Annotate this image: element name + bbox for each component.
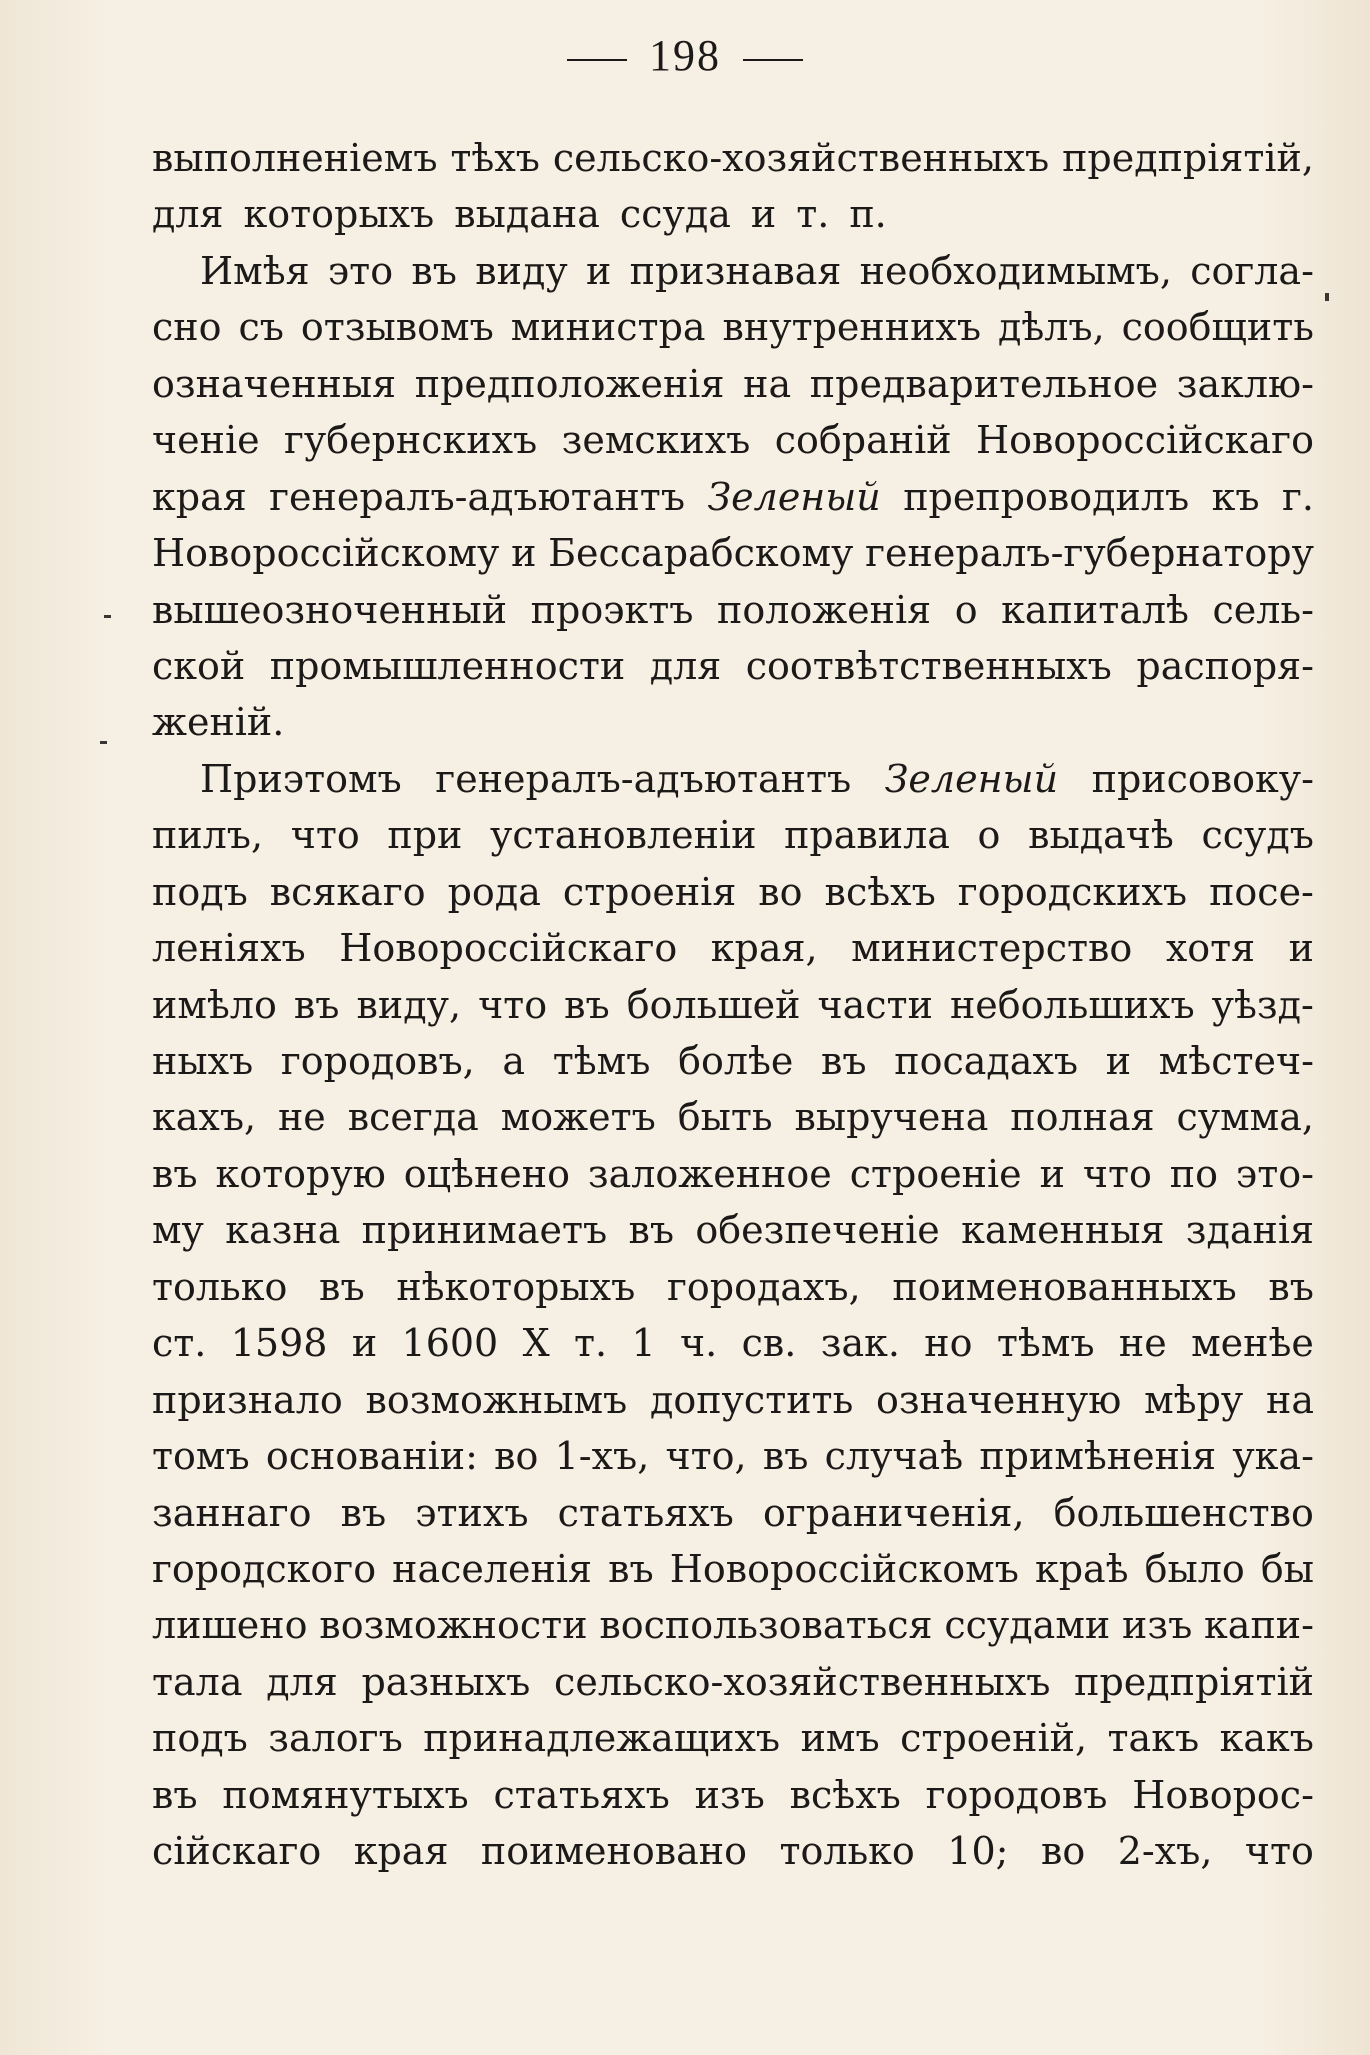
word: и <box>511 531 537 576</box>
word: губернскихъ <box>283 418 538 463</box>
word: для <box>649 643 722 688</box>
word: присовоку- <box>1091 756 1314 801</box>
word: во <box>758 869 803 914</box>
word: положенія <box>717 587 932 632</box>
word: всѣхъ <box>824 869 936 914</box>
word: во <box>494 1434 539 1479</box>
margin-mark <box>100 741 107 744</box>
text-line <box>152 638 1314 694</box>
word: генералъ-губернатору <box>865 531 1314 576</box>
word: сообщить <box>1121 305 1314 350</box>
word: въ <box>1268 1264 1314 1309</box>
text-line <box>152 1823 1314 1879</box>
word: это <box>327 248 394 293</box>
word: статьяхъ <box>493 1772 670 1817</box>
word: и <box>1105 1039 1132 1083</box>
word: виду <box>475 248 568 293</box>
word: городовъ, <box>280 1039 475 1083</box>
word: рода <box>447 869 541 914</box>
word: что <box>478 982 548 1027</box>
word: краѣ <box>1034 1546 1129 1591</box>
word: предварительное <box>809 361 1159 406</box>
word: не <box>277 1095 326 1140</box>
word: ука- <box>1232 1434 1314 1479</box>
text-line <box>152 243 1314 299</box>
text-line <box>152 864 1314 920</box>
word: что <box>290 813 360 858</box>
word: собраній <box>774 418 952 463</box>
word: посе- <box>1209 869 1314 914</box>
body-text <box>152 130 1314 1880</box>
margin-mark <box>1325 293 1329 301</box>
word: принадлежащихъ <box>423 1716 781 1761</box>
word: городахъ, <box>666 1264 861 1309</box>
word: въ <box>152 1151 198 1196</box>
text-line <box>152 977 1314 1033</box>
word: быть <box>677 1095 773 1140</box>
word: и <box>586 248 612 293</box>
word: въ <box>340 1490 387 1535</box>
word: къ <box>1211 474 1260 519</box>
word: принимаетъ <box>361 1208 608 1253</box>
word: казна <box>225 1208 341 1253</box>
word: Имѣя <box>200 248 310 293</box>
word: посадахъ <box>894 1039 1079 1083</box>
word: министра <box>510 305 706 350</box>
word: ст. <box>152 1321 207 1366</box>
word: статьяхъ <box>557 1490 734 1535</box>
word: соотвѣтственныхъ <box>745 643 1112 688</box>
word: Новороссійскомъ <box>669 1546 1019 1591</box>
word: правила <box>784 813 950 858</box>
word: сельско-хозяйственныхъ <box>552 136 1050 180</box>
text-line <box>152 1541 1314 1597</box>
word: 2-хъ, <box>1117 1829 1213 1874</box>
word: поименованныхъ <box>892 1264 1237 1309</box>
word: сумма, <box>1176 1095 1314 1140</box>
text-line <box>152 1315 1314 1371</box>
word: ссудами <box>944 1603 1111 1648</box>
word: нѣкоторыхъ <box>396 1264 636 1309</box>
word: св. <box>741 1321 797 1366</box>
word: случаѣ <box>824 1434 964 1479</box>
word: Новороссійскому <box>152 531 500 576</box>
word: т. <box>796 192 830 237</box>
word: строеній, <box>900 1716 1088 1761</box>
word: въ <box>293 982 340 1027</box>
word: примѣненія <box>979 1434 1217 1479</box>
word: генералъ-адъютантъ <box>269 474 686 519</box>
word: строенія <box>562 869 737 914</box>
word: этихъ <box>415 1490 529 1535</box>
word: поименовано <box>480 1829 747 1874</box>
word: изъ <box>694 1772 765 1817</box>
word: выдачѣ <box>1028 813 1174 858</box>
word: промышленности <box>269 643 626 688</box>
word: которыхъ <box>243 192 435 237</box>
word: заложенное <box>587 1151 832 1196</box>
word: кахъ, <box>152 1095 257 1140</box>
word: о <box>977 813 1001 858</box>
text-line <box>152 694 1314 750</box>
word: означенную <box>876 1377 1122 1422</box>
word: въ <box>762 1434 809 1479</box>
text-line <box>152 469 1314 525</box>
word: г. <box>1282 474 1314 519</box>
word: 1 <box>631 1321 656 1366</box>
word: 10; <box>947 1829 1009 1874</box>
word: изъ <box>1122 1603 1193 1648</box>
word: полная <box>1010 1095 1155 1140</box>
word: сель- <box>1212 587 1314 632</box>
word: бы <box>1260 1546 1314 1591</box>
word: ныхъ <box>152 1039 254 1083</box>
word: капи- <box>1204 1603 1314 1648</box>
word: помянутыхъ <box>222 1772 469 1817</box>
word: только <box>152 1264 288 1309</box>
word: внутреннихъ <box>722 305 982 350</box>
word: можетъ <box>500 1095 656 1140</box>
word: всегда <box>347 1095 479 1140</box>
word: тала <box>152 1659 243 1704</box>
word: заннаго <box>152 1490 312 1535</box>
word: но <box>924 1321 973 1366</box>
word: зданія <box>1185 1208 1314 1253</box>
word: предположенія <box>414 361 725 406</box>
word: лишено <box>152 1603 308 1648</box>
word: ской <box>152 643 246 688</box>
word: большей <box>626 982 801 1027</box>
word: ограниченія, <box>762 1490 1025 1535</box>
word: Бессарабскому <box>548 531 854 576</box>
word: это- <box>1235 1151 1314 1196</box>
text-line <box>152 1767 1314 1823</box>
text-line <box>152 130 1314 186</box>
header-dash-right <box>743 59 803 61</box>
word: подъ <box>152 1716 248 1761</box>
word: и <box>351 1321 378 1366</box>
word: выдана <box>454 192 600 237</box>
word: признавая <box>629 248 842 293</box>
word: въ <box>152 1772 198 1817</box>
word: установленіи <box>490 813 757 858</box>
word: во <box>1040 1829 1086 1874</box>
word: и <box>750 192 777 237</box>
word: допустить <box>649 1377 854 1422</box>
word: земскихъ <box>561 418 751 463</box>
word: такъ <box>1107 1716 1200 1761</box>
word: въ <box>628 1208 675 1253</box>
word: означенныя <box>152 361 397 406</box>
word: вышеозноченный <box>152 587 508 632</box>
word: строеніе <box>849 1151 1022 1196</box>
word: основаніи: <box>265 1434 478 1479</box>
word: на <box>743 361 792 406</box>
word: и <box>1039 1151 1065 1196</box>
word: въ <box>319 1264 365 1309</box>
word: 1598 <box>230 1321 328 1366</box>
text-line <box>152 1485 1314 1541</box>
word: воспользоваться <box>599 1603 933 1648</box>
italic-name: Зеленый <box>884 756 1059 801</box>
word: населенія <box>392 1546 592 1591</box>
word: тѣмъ <box>996 1321 1095 1366</box>
word: обезпеченіе <box>695 1208 940 1253</box>
word: мѣстеч- <box>1158 1039 1314 1083</box>
word: т. <box>574 1321 608 1366</box>
word: заклю- <box>1176 361 1314 406</box>
word: съ <box>238 305 284 350</box>
text-line <box>152 1259 1314 1315</box>
word: возможнымъ <box>365 1377 628 1422</box>
word: предпріятій, <box>1062 136 1314 180</box>
word: что, <box>665 1434 747 1479</box>
word: не <box>1118 1321 1167 1366</box>
word: всякаго <box>269 869 426 914</box>
word: выполненіемъ <box>152 136 438 180</box>
word: призналo <box>152 1377 343 1422</box>
word: тѣхъ <box>450 136 540 180</box>
word: городскихъ <box>957 869 1188 914</box>
text-line <box>152 299 1314 355</box>
word: каменныя <box>961 1208 1165 1253</box>
word: для <box>266 1659 338 1704</box>
word: тѣмъ <box>552 1039 651 1083</box>
word: имъ <box>800 1716 880 1761</box>
word: городского <box>152 1546 377 1591</box>
word: X <box>522 1321 550 1366</box>
italic-name: Зеленый <box>707 474 881 519</box>
word: му <box>152 1208 204 1253</box>
word: ченіе <box>152 418 260 463</box>
word: министерство <box>851 926 1133 971</box>
word: по <box>1169 1151 1218 1196</box>
word: леніяхъ <box>152 926 306 971</box>
text-line <box>152 920 1314 976</box>
word: 1600 <box>401 1321 499 1366</box>
margin-mark <box>104 615 111 618</box>
word: было <box>1144 1546 1245 1591</box>
text-line <box>152 1428 1314 1484</box>
word: какъ <box>1219 1716 1314 1761</box>
word: при <box>387 813 463 858</box>
word: отзывомъ <box>300 305 494 350</box>
text-line <box>152 1146 1314 1202</box>
word: болѣе <box>678 1039 794 1083</box>
word: сельско-хозяйственныхъ <box>554 1659 1051 1704</box>
text-line <box>152 1654 1314 1710</box>
word: согла- <box>1190 248 1314 293</box>
word: выручена <box>794 1095 989 1140</box>
word: что <box>1082 1151 1152 1196</box>
word: края, <box>710 926 818 971</box>
word: въ <box>411 248 457 293</box>
word: края <box>353 1829 449 1874</box>
word: Приэтомъ <box>200 756 402 801</box>
word: а <box>502 1039 526 1083</box>
text-line <box>152 412 1314 468</box>
word: края <box>152 474 247 519</box>
text-line <box>152 525 1314 581</box>
text-line <box>152 582 1314 638</box>
word: менѣе <box>1191 1321 1314 1366</box>
text-line <box>152 1710 1314 1766</box>
word: дѣлъ, <box>997 305 1105 350</box>
word: что <box>1244 1829 1314 1874</box>
word: женій. <box>152 700 285 745</box>
word: о <box>954 587 978 632</box>
word: сно <box>152 305 222 350</box>
word: капиталѣ <box>1001 587 1189 632</box>
word: ссудъ <box>1201 813 1314 858</box>
word: возможности <box>319 1603 588 1648</box>
word: разныхъ <box>361 1659 531 1704</box>
word: уѣзд- <box>1211 982 1314 1027</box>
word: небольшихъ <box>949 982 1195 1027</box>
word: необходимымъ, <box>859 248 1172 293</box>
word: ссуда <box>619 192 731 237</box>
word: Новорос- <box>1132 1772 1314 1817</box>
word: въ <box>821 1039 867 1083</box>
word: имѣло <box>152 982 277 1027</box>
page-header <box>0 30 1370 81</box>
text-line <box>152 807 1314 863</box>
header-dash-left <box>567 59 627 61</box>
word: большенство <box>1053 1490 1314 1535</box>
word: Новороссійскаго <box>975 418 1314 463</box>
word: виду, <box>356 982 462 1027</box>
word: п. <box>849 192 887 237</box>
word: подъ <box>152 869 248 914</box>
text-line <box>152 1089 1314 1145</box>
word: городовъ <box>925 1772 1108 1817</box>
text-line <box>152 1202 1314 1258</box>
word: которую <box>215 1151 386 1196</box>
word: ч. <box>680 1321 718 1366</box>
word: и <box>1288 926 1314 971</box>
word: предпріятій <box>1074 1659 1314 1704</box>
text-line <box>152 1033 1314 1089</box>
word: части <box>817 982 933 1027</box>
word: генералъ-адъютантъ <box>435 756 852 801</box>
text-line <box>152 1372 1314 1428</box>
word: всѣхъ <box>789 1772 901 1817</box>
word: только <box>779 1829 915 1874</box>
text-line <box>152 356 1314 412</box>
page-number: 198 <box>649 31 721 80</box>
word: томъ <box>152 1434 250 1479</box>
text-line <box>152 186 1314 242</box>
word: 1-хъ, <box>554 1434 650 1479</box>
word: оцѣнено <box>403 1151 570 1196</box>
word: распоря- <box>1136 643 1314 688</box>
text-line <box>152 751 1314 807</box>
word: проэктъ <box>530 587 694 632</box>
word: въ <box>608 1546 654 1591</box>
word: для <box>152 192 224 237</box>
word: хотя <box>1165 926 1256 971</box>
word: сійскаго <box>152 1829 322 1874</box>
word: залогъ <box>268 1716 403 1761</box>
word: зак. <box>820 1321 900 1366</box>
word: въ <box>564 982 610 1027</box>
word: на <box>1266 1377 1314 1422</box>
word: Новороссійскаго <box>339 926 678 971</box>
word: препроводилъ <box>903 474 1190 519</box>
word: мѣру <box>1144 1377 1244 1422</box>
text-line <box>152 1597 1314 1653</box>
word: пилъ, <box>152 813 264 858</box>
